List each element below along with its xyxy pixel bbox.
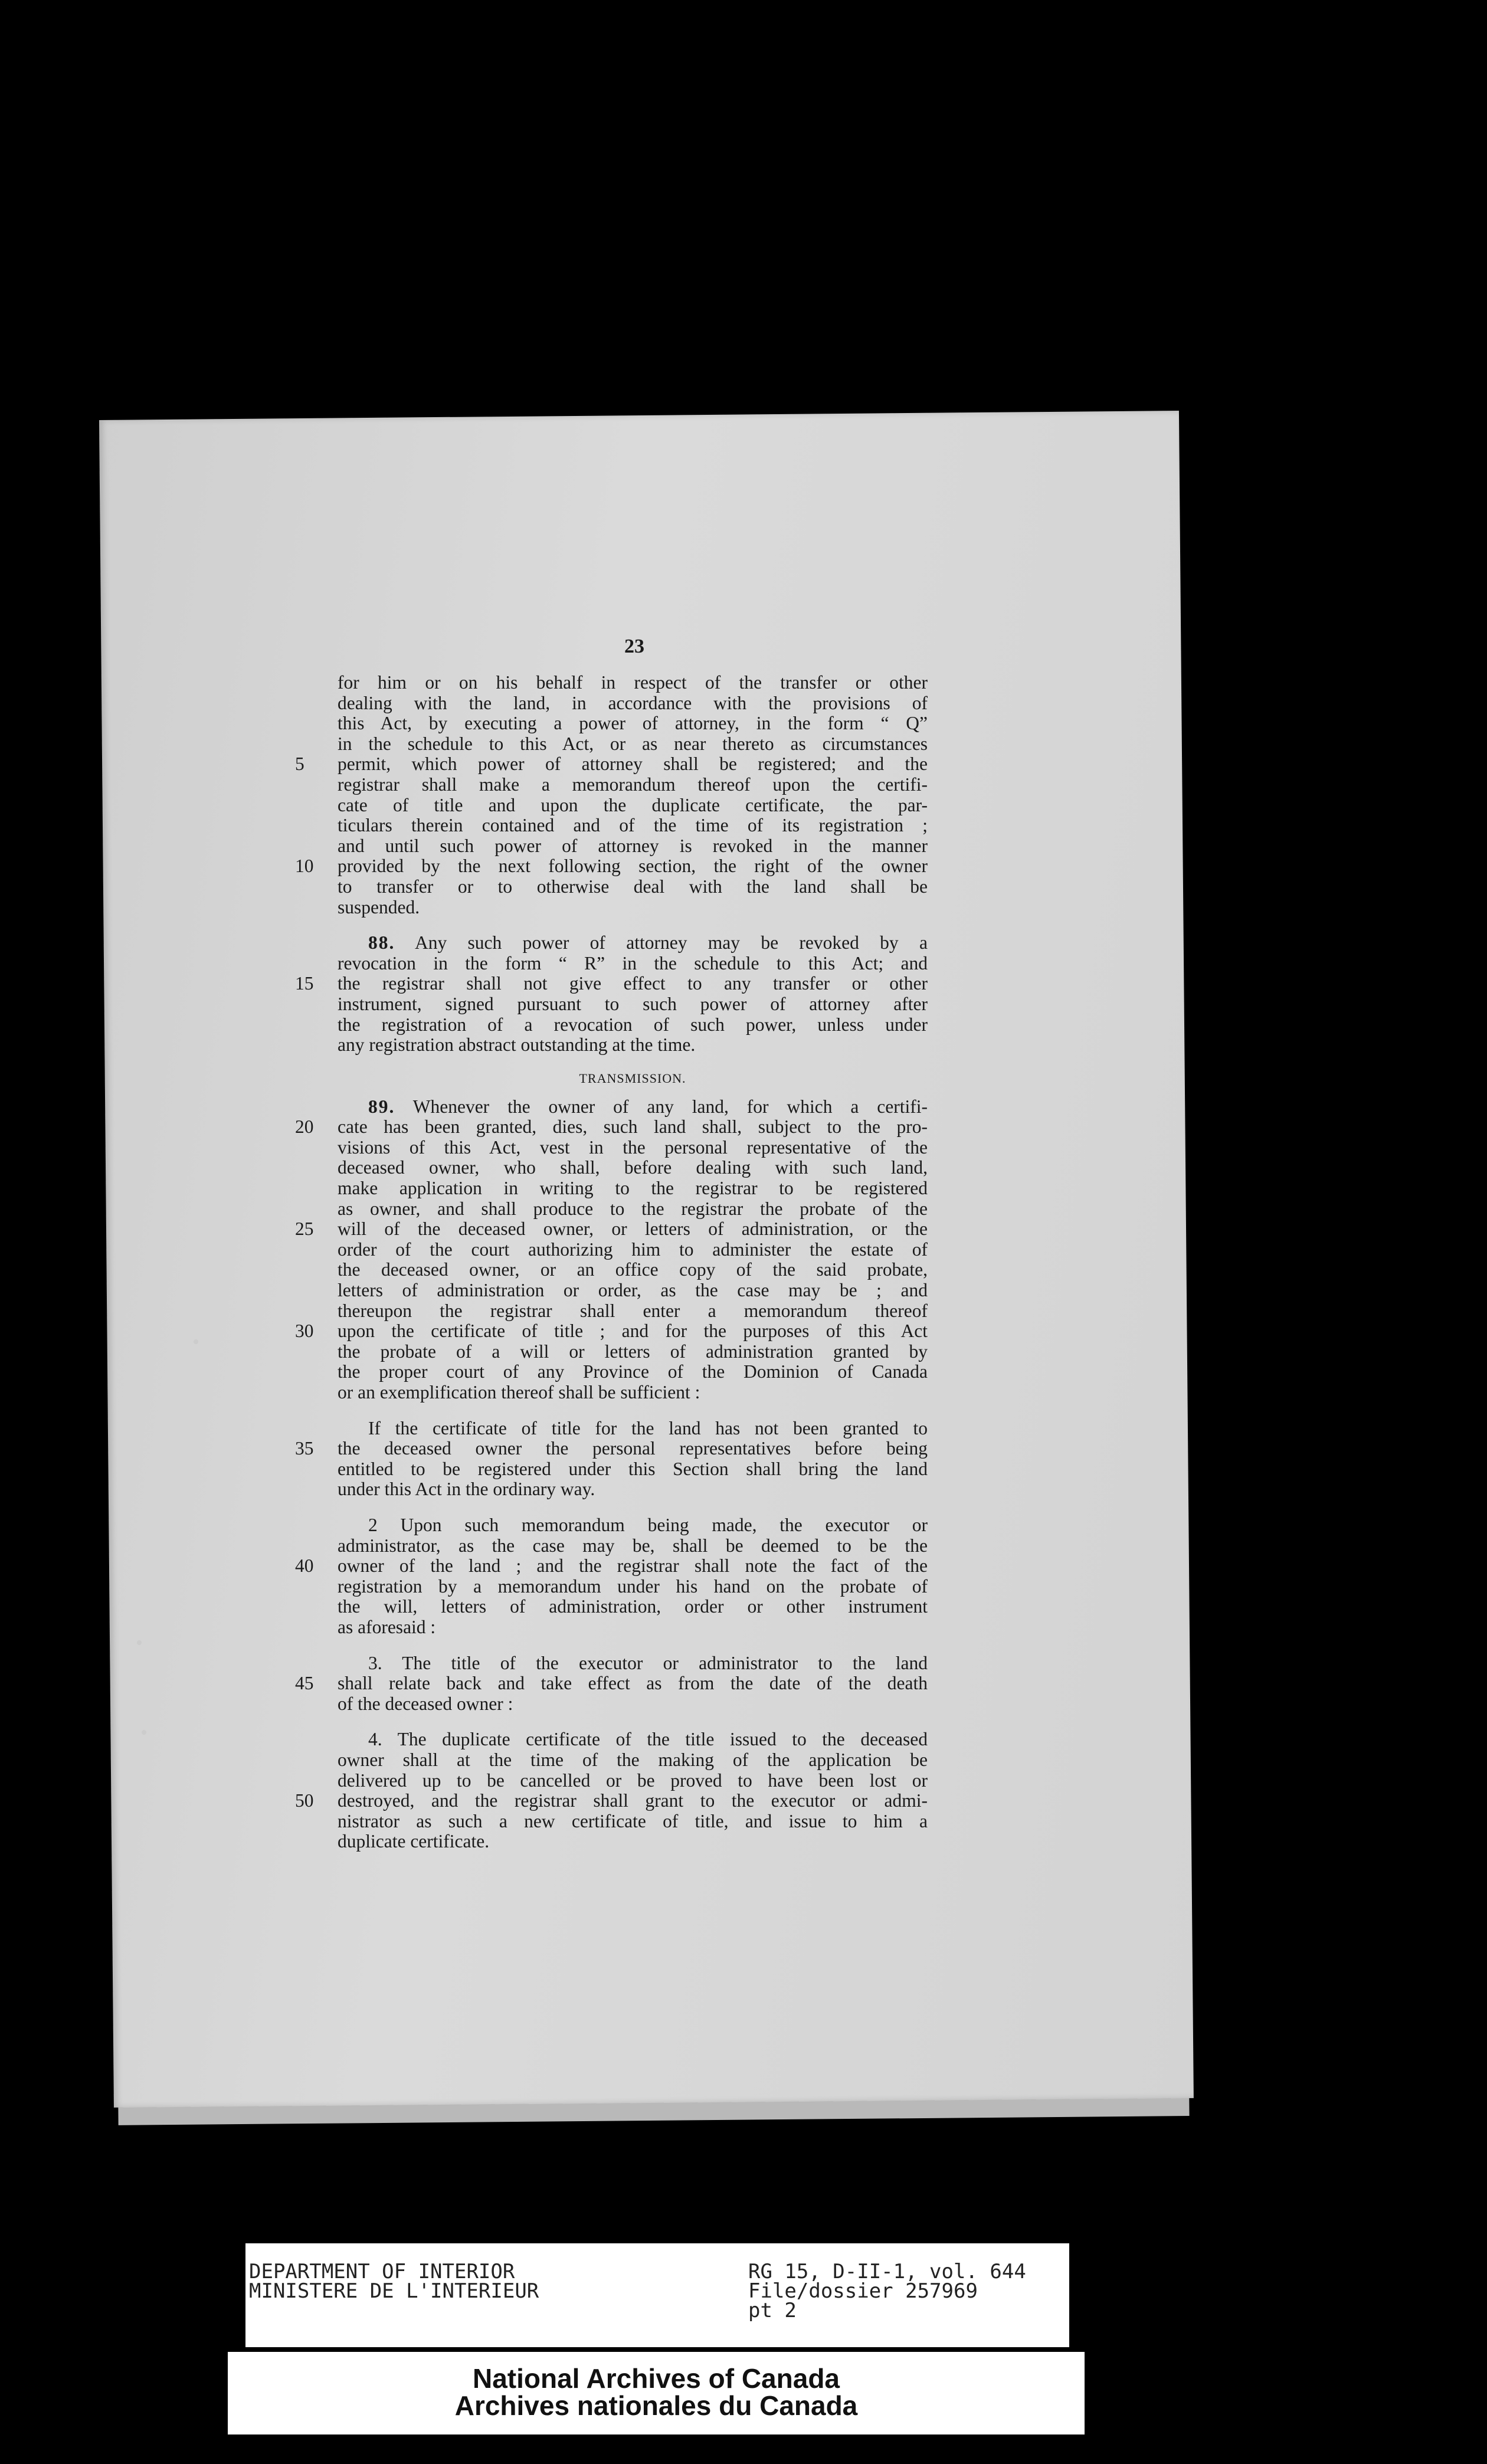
line-number: 35 [295,1438,314,1459]
line-text: provided by the next following section, the right of the owner [338,856,928,877]
paragraph [295,1417,928,1500]
line-text: suspended. [338,896,420,918]
text-line [295,1790,928,1811]
line-number: 45 [295,1673,314,1694]
line-text: nistrator as such a new certificate of title, and issue to him a [338,1810,928,1831]
text-line [338,1771,928,1791]
line-text: 2 Upon such memorandum being made, the executor or [368,1514,928,1535]
line-text: dealing with the land, in accordance with the provisions of [338,692,928,713]
file-reference [748,2262,1026,2321]
line-text: instrument, signed pursuant to such power of attorney after [338,993,928,1014]
line-text: and until such power of attorney is revoked in the manner [338,835,928,856]
line-text: cate has been granted, dies, such land shall, subject to the pro- [338,1116,928,1138]
line-text: this Act, by executing a power of attorney, in the form “ Q” [338,713,928,734]
line-text: deceased owner, who shall, before dealing with such land, [338,1157,928,1178]
body-text [295,672,928,1852]
line-number: 25 [295,1218,314,1240]
text-line [338,1459,928,1480]
line-number: 10 [295,856,314,877]
text-line [338,954,928,974]
line-number: 5 [295,753,304,775]
line-text: for him or on his behalf in respect of the transfer or other [338,672,928,693]
archive-reference-label [245,2243,1069,2347]
file-number: File/dossier 257969 [748,2279,978,2303]
line-number: 30 [295,1321,314,1342]
line-text: will of the deceased owner, or letters of administration, or the [338,1218,928,1240]
text-line [338,1158,928,1178]
text-line [338,897,928,918]
line-text: letters of administration or order, as the case may be ; and [338,1280,928,1301]
text-line [338,734,928,755]
line-text: entitled to be registered under this Section shall bring the land [338,1458,928,1479]
text-line [295,973,928,994]
line-text: registrar shall make a memorandum thereof upon the certifi- [338,774,928,795]
text-line [338,1382,928,1403]
text-line [338,1199,928,1220]
text-line [295,1438,928,1459]
line-text: to transfer or to otherwise deal with the land shall be [338,876,928,897]
text-line [338,713,928,734]
line-text: shall relate back and take effect as from the date of the death [338,1673,928,1694]
line-text: owner of the land ; and the registrar shall note the fact of the [338,1555,928,1577]
text-line [295,1555,928,1577]
text-line [338,673,928,693]
text-line [295,1218,928,1240]
national-archives-banner [228,2352,1085,2434]
line-number: 40 [295,1555,314,1577]
text-line [338,1536,928,1557]
paragraph [295,1096,928,1403]
text-line [338,933,928,954]
text-line [338,1694,928,1715]
text-line [338,1653,928,1674]
line-text: the will, letters of administration, order or other instrument [338,1596,928,1617]
line-text: thereupon the registrar shall enter a memorandum thereof [338,1300,928,1321]
text-line [338,1811,928,1832]
text-line [295,1116,928,1138]
text-line [338,1479,928,1500]
line-text: or an exemplification thereof shall be sufficient : [338,1382,700,1403]
text-line [338,775,928,795]
paragraph [295,1729,928,1852]
section-heading: TRANSMISSION. [579,1070,686,1086]
paragraph [295,672,928,918]
line-text: owner shall at the time of the making of the application be [338,1749,928,1770]
line-text: permit, which power of attorney shall be registered; and the [338,753,928,775]
text-line [338,1515,928,1536]
paragraph [295,1514,928,1638]
text-line [338,1035,928,1056]
line-text: the deceased owner, or an office copy of the said probate, [338,1259,928,1280]
text-line [338,1015,928,1036]
text-line [295,1673,928,1694]
line-text: 4. The duplicate certificate of the title issued to the deceased [368,1729,928,1750]
text-line [338,994,928,1015]
line-text: of the deceased owner : [338,1693,513,1714]
text-line [338,1617,928,1638]
section-number: 89. [368,1096,395,1117]
text-line [338,1831,928,1852]
speck [137,1640,142,1645]
text-line [338,1280,928,1301]
part-number: pt 2 [748,2299,797,2322]
section-number: 88. [368,932,395,954]
record-group: RG 15, D-II-1, vol. 644 [748,2260,1026,2283]
line-number: 20 [295,1116,314,1138]
text-line [338,1418,928,1439]
department-en: DEPARTMENT OF INTERIOR [249,2260,515,2283]
line-text: Any such power of attorney may be revoked by a [414,932,928,954]
department-label [249,2262,539,2301]
text-line [338,1240,928,1260]
line-text: administrator, as the case may be, shall be deemed to be the [338,1535,928,1556]
line-text: 3. The title of the executor or administrator to the land [368,1652,928,1673]
line-text: duplicate certificate. [338,1831,490,1852]
text-line [295,1321,928,1342]
line-text: in the schedule to this Act, or as near thereto as circumstances [338,733,928,754]
line-text: cate of title and upon the duplicate certificate, the par- [338,794,928,815]
line-number: 15 [295,973,314,994]
text-line [338,1597,928,1617]
line-text: the deceased owner the personal representatives before being [338,1438,928,1459]
text-line [338,1097,928,1118]
line-text: ticulars therein contained and of the time of its registration ; [338,815,928,836]
line-text: delivered up to be cancelled or be proved to have been lost or [338,1770,928,1791]
text-line [338,1729,928,1750]
paragraph [295,932,928,1056]
line-text: Whenever the owner of any land, for which a certifi- [412,1096,928,1117]
line-text: as owner, and shall produce to the registrar the probate of the [338,1198,928,1219]
text-line [338,1178,928,1199]
line-text: under this Act in the ordinary way. [338,1479,595,1500]
line-text: visions of this Act, vest in the personal representative of the [338,1136,928,1158]
text-line [338,1342,928,1362]
line-text: the registration of a revocation of such power, unless under [338,1014,928,1035]
line-text: make application in writing to the registrar to be registered [338,1178,928,1199]
line-text: revocation in the form “ R” in the schedule to this Act; and [338,952,928,974]
text-line [338,836,928,857]
line-text: upon the certificate of title ; and for the purposes of this Act [338,1321,928,1342]
text-line [338,693,928,714]
text-line [338,795,928,816]
line-number: 50 [295,1790,314,1811]
speck [142,1730,146,1735]
line-text: any registration abstract outstanding at the time. [338,1034,696,1056]
text-line [338,1301,928,1322]
line-text: If the certificate of title for the land has not been granted to [368,1417,928,1439]
text-line [338,1750,928,1771]
line-text: as aforesaid : [338,1616,436,1637]
text-line [338,1577,928,1597]
text-line [338,877,928,897]
text-line [338,1260,928,1280]
speck [194,1339,198,1344]
line-text: registration by a memorandum under his hand on the probate of [338,1575,928,1597]
line-text: order of the court authorizing him to administer the estate of [338,1238,928,1260]
text-line [338,1138,928,1158]
archives-name-fr: Archives nationales du Canada [454,2390,858,2421]
text-line [338,1362,928,1382]
page-number: 23 [624,635,644,657]
text-line [338,815,928,836]
text-line [295,753,928,775]
archives-name-en: National Archives of Canada [472,2363,840,2394]
line-text: the registrar shall not give effect to any transfer or other [338,973,928,994]
line-text: destroyed, and the registrar shall grant to the executor or admi- [338,1790,928,1811]
line-text: the proper court of any Province of the Dominion of Canada [338,1361,928,1382]
text-line [295,856,928,877]
paragraph [295,1652,928,1715]
line-text: the probate of a will or letters of administration granted by [338,1341,928,1362]
department-fr: MINISTERE DE L'INTERIEUR [249,2279,539,2303]
